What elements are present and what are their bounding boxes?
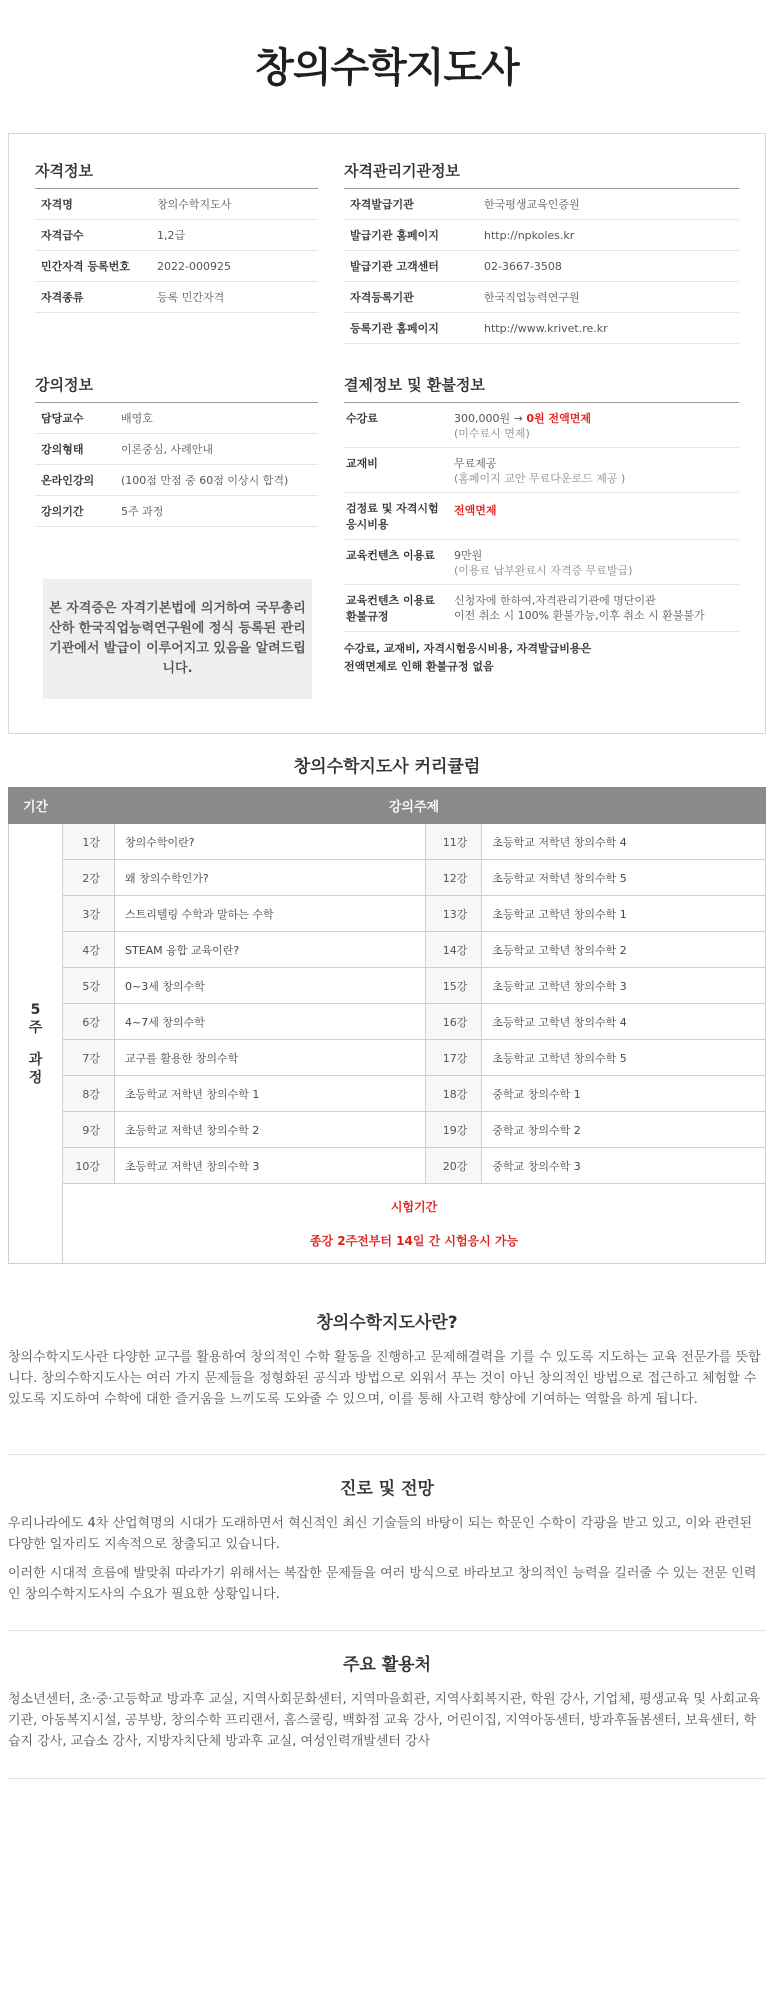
lecture-number: 17강 [426, 1040, 482, 1076]
material-value: 무료제공 [454, 457, 497, 470]
lecture-number: 19강 [426, 1112, 482, 1148]
lecture-topic: 왜 창의수학인가? [115, 860, 426, 896]
curriculum-row [9, 824, 766, 860]
info-row [35, 220, 318, 251]
section-title: 결제정보 및 환불정보 [344, 374, 739, 403]
refund-note [344, 632, 739, 676]
exam-fee-value: 전액면제 [454, 504, 497, 517]
info-row [35, 251, 318, 282]
topic-header: 강의주제 [63, 788, 766, 824]
info-label: 자격종류 [41, 291, 84, 304]
info-value: http://npkoles.kr [484, 228, 575, 242]
period-header: 기간 [9, 788, 63, 824]
payment-section [344, 374, 739, 676]
info-row [35, 496, 318, 527]
info-value: 이론중심, 사례안내 [121, 443, 214, 456]
lecture-topic: STEAM 융합 교육이란? [115, 932, 426, 968]
exam-period-desc: 종강 2주전부터 14일 간 시험응시 가능 [309, 1233, 519, 1248]
lecture-topic: 중학교 창의수학 3 [482, 1148, 766, 1184]
lecture-topic: 4~7세 창의수학 [115, 1004, 426, 1040]
career-section [8, 1474, 766, 1613]
exam-fee-label-2: 응시비용 [346, 518, 389, 531]
usage-body: 청소년센터, 초·중·고등학교 방과후 교실, 지역사회문화센터, 지역마을회관, 지역사회복지관, 학원 강사, 기업체, 평생교육 및 사회교육 기관, 아동복지시설, 공부방, 창의수학 프리랜서, 홈스쿨링, 백화점 교육 강사, 어린이집, 지역아동센터, 방과후돌봄센터, 보육센터, 학습지 강사, 교습소 강사, 지방자치단체 방과후 교실, 여성인력개발센터 강사 [8, 1692, 761, 1749]
lecture-number: 15강 [426, 968, 482, 1004]
lecture-number: 9강 [63, 1112, 115, 1148]
lecture-number: 4강 [63, 932, 115, 968]
exam-period-title: 시험기간 [390, 1199, 438, 1214]
info-value: 한국평생교육인증원 [484, 198, 580, 211]
curriculum-row [9, 1112, 766, 1148]
info-label: 강의기간 [41, 505, 84, 518]
material-note: (홈페이지 교안 무료다운로드 제공 ) [454, 472, 626, 485]
info-label: 발급기관 홈페이지 [350, 229, 439, 242]
about-section [8, 1308, 766, 1418]
lecture-number: 8강 [63, 1076, 115, 1112]
lecture-number: 20강 [426, 1148, 482, 1184]
lecture-topic: 초등학교 고학년 창의수학 2 [482, 932, 766, 968]
curriculum-row [9, 932, 766, 968]
refund-label-1: 교육컨텐츠 이용료 [346, 594, 435, 607]
info-label: 등록기관 홈페이지 [350, 322, 439, 335]
fee-row [344, 403, 739, 448]
curriculum-row [9, 968, 766, 1004]
info-row [35, 282, 318, 313]
career-paragraph-2: 이러한 시대적 흐름에 발맞춰 따라가기 위해서는 복잡한 문제들을 여러 방식으로 바라보고 창의적인 능력을 길러줄 수 있는 전문 인력인 창의수학지도사의 수요가 필요한 상황입니다. [8, 1566, 757, 1602]
lecture-topic: 중학교 창의수학 2 [482, 1112, 766, 1148]
refund-label-2: 환불규정 [346, 610, 389, 623]
info-row [344, 251, 739, 282]
about-body: 창의수학지도사란 다양한 교구를 활용하여 창의적인 수학 활동을 진행하고 문제해결력을 기를 수 있도록 지도하는 교육 전문가를 뜻합니다. 창의수학지도사는 여러 가지 문제들을 정형화된 공식과 방법으로 외워서 푸는 것이 아닌 창의적인 방법으로 접근하고 체험할 수 있도록 지도하여 수학에 대한 즐거움을 느끼도록 도와줄 수 있으며, 이를 통해 사고력 향상에 기여하는 역할을 하게 됩니다. [8, 1350, 761, 1407]
lecture-topic: 창의수학이란? [115, 824, 426, 860]
curriculum-row [9, 1148, 766, 1184]
curriculum-row [9, 896, 766, 932]
divider [8, 1454, 766, 1455]
info-row [35, 403, 318, 434]
info-label: 자격등록기관 [350, 291, 414, 304]
info-label: 자격명 [41, 198, 73, 211]
curriculum-table [8, 787, 766, 1264]
lecture-topic: 초등학교 고학년 창의수학 1 [482, 896, 766, 932]
lecture-number: 2강 [63, 860, 115, 896]
info-label: 온라인강의 [41, 474, 95, 487]
lecture-number: 14강 [426, 932, 482, 968]
content-fee-row [344, 540, 739, 585]
usage-section [8, 1650, 766, 1760]
curriculum-row [9, 1004, 766, 1040]
period-char: 5 [30, 1001, 41, 1018]
content-fee-note: (이용료 납부완료시 자격증 무료발급) [454, 564, 633, 577]
lecture-topic: 스트리텔링 수학과 말하는 수학 [115, 896, 426, 932]
lecture-topic: 초등학교 저학년 창의수학 3 [115, 1148, 426, 1184]
info-value: 등록 민간자격 [157, 291, 225, 304]
about-title: 창의수학지도사란? [316, 1313, 458, 1333]
period-char: 정 [28, 1069, 43, 1086]
info-row [35, 465, 318, 496]
lecture-number: 16강 [426, 1004, 482, 1040]
info-value: http://www.krivet.re.kr [484, 321, 608, 335]
lecture-topic: 초등학교 고학년 창의수학 5 [482, 1040, 766, 1076]
period-cell [9, 824, 63, 1264]
section-title: 강의정보 [35, 374, 318, 403]
lecture-topic: 초등학교 저학년 창의수학 5 [482, 860, 766, 896]
exam-fee-label-1: 검정료 및 자격시험 [346, 502, 439, 515]
info-label: 강의형태 [41, 443, 84, 456]
notice-box: 본 자격증은 자격기본법에 의거하여 국무총리산하 한국직업능력연구원에 정식 등록된 관리기관에서 발급이 이루어지고 있음을 알려드립니다. [43, 579, 312, 699]
refund-value-1: 신청자에 한하여,자격관리기관에 명단이관 [454, 594, 656, 607]
lecture-topic: 중학교 창의수학 1 [482, 1076, 766, 1112]
lecture-number: 5강 [63, 968, 115, 1004]
lecture-topic: 초등학교 저학년 창의수학 1 [115, 1076, 426, 1112]
lecture-number: 18강 [426, 1076, 482, 1112]
refund-value-2: 이전 취소 시 100% 환불가능,이후 취소 시 환불불가 [454, 609, 705, 622]
lecture-number: 10강 [63, 1148, 115, 1184]
qualification-section [35, 160, 318, 313]
exam-fee-row [344, 493, 739, 540]
material-label: 교재비 [346, 457, 378, 470]
lecture-topic: 교구를 활용한 창의수학 [115, 1040, 426, 1076]
lecture-number: 7강 [63, 1040, 115, 1076]
section-title: 자격정보 [35, 160, 318, 189]
lecture-number: 1강 [63, 824, 115, 860]
info-value: 1,2급 [157, 229, 186, 242]
usage-title: 주요 활용처 [342, 1655, 432, 1675]
info-row [344, 220, 739, 251]
lecture-topic: 초등학교 저학년 창의수학 2 [115, 1112, 426, 1148]
fee-free: 0원 전액면제 [526, 412, 591, 425]
career-paragraph-1: 우리나라에도 4차 산업혁명의 시대가 도래하면서 혁신적인 최신 기술들의 바탕이 되는 학문인 수학이 각광을 받고 있고, 이와 관련된 다양한 일자리도 지속적으로 창출되고 있습니다. [8, 1516, 753, 1552]
fee-price: 300,000원 → [454, 412, 523, 425]
lecture-number: 3강 [63, 896, 115, 932]
info-box [8, 133, 766, 734]
divider [8, 1630, 766, 1631]
lecture-topic: 0~3세 창의수학 [115, 968, 426, 1004]
info-value: 창의수학지도사 [157, 198, 232, 211]
lecture-topic: 초등학교 저학년 창의수학 4 [482, 824, 766, 860]
info-label: 담당교수 [41, 412, 84, 425]
info-label: 자격급수 [41, 229, 84, 242]
career-title: 진로 및 전망 [340, 1479, 434, 1499]
info-value: 2022-000925 [157, 259, 231, 273]
lecture-number: 13강 [426, 896, 482, 932]
info-label: 발급기관 고객센터 [350, 260, 439, 273]
exam-period-cell [63, 1184, 766, 1264]
period-char: 과 [28, 1051, 43, 1068]
info-row [35, 189, 318, 220]
info-row [344, 189, 739, 220]
info-value: 02-3667-3508 [484, 259, 562, 273]
period-char: 주 [28, 1019, 43, 1036]
info-row [344, 313, 739, 344]
divider [8, 1778, 766, 1779]
curriculum-row [9, 1076, 766, 1112]
section-title: 자격관리기관정보 [344, 160, 739, 189]
refund-row [344, 585, 739, 632]
content-fee-value: 9만원 [454, 549, 483, 562]
refund-note-line-1: 수강료, 교재비, 자격시험응시비용, 자격발급비용은 [344, 642, 592, 655]
info-label: 자격발급기관 [350, 198, 414, 211]
info-value: 한국직업능력연구원 [484, 291, 580, 304]
page-title: 창의수학지도사 [255, 45, 519, 91]
curriculum-title: 창의수학지도사 커리큘럼 [293, 757, 481, 777]
material-row [344, 448, 739, 493]
refund-note-line-2: 전액면제로 인해 환불규정 없음 [344, 660, 494, 673]
fee-note: (미수료시 면제) [454, 427, 530, 440]
lecture-topic: 초등학교 고학년 창의수학 3 [482, 968, 766, 1004]
curriculum-row [9, 860, 766, 896]
lecture-number: 11강 [426, 824, 482, 860]
lecture-section [35, 374, 318, 527]
info-row [344, 282, 739, 313]
info-value: 5주 과정 [121, 505, 164, 518]
management-section [344, 160, 739, 344]
fee-label: 수강료 [346, 412, 378, 425]
info-row [35, 434, 318, 465]
content-fee-label: 교육컨텐츠 이용료 [346, 549, 435, 562]
exam-period-row [9, 1184, 766, 1264]
lecture-number: 6강 [63, 1004, 115, 1040]
lecture-number: 12강 [426, 860, 482, 896]
lecture-topic: 초등학교 고학년 창의수학 4 [482, 1004, 766, 1040]
curriculum-row [9, 1040, 766, 1076]
info-value: 배영호 [121, 412, 153, 425]
info-value: (100점 만점 중 60점 이상시 합격) [121, 474, 289, 487]
info-label: 민간자격 등록번호 [41, 260, 130, 273]
